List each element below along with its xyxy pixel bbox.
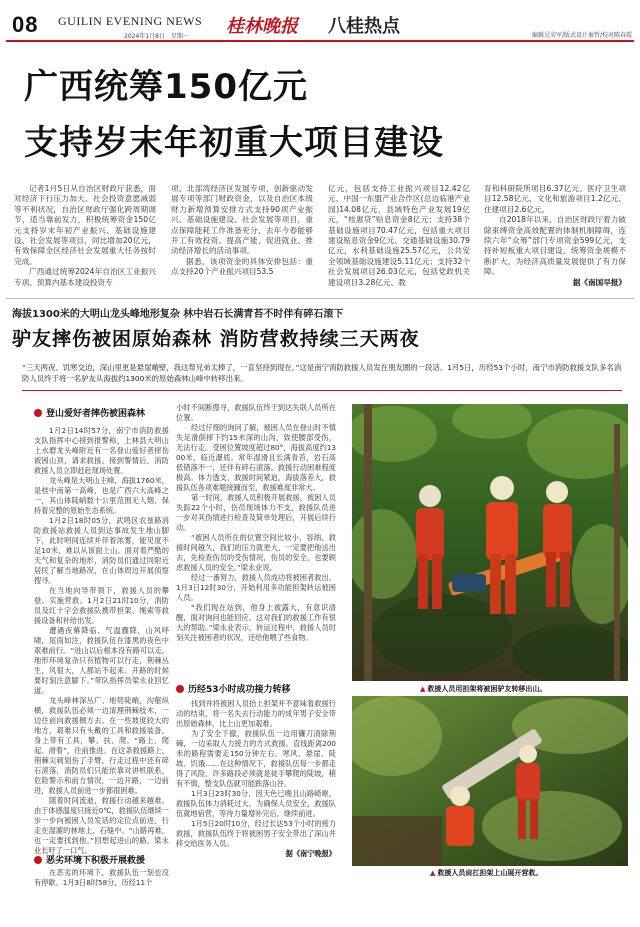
story2-subhead-3: [176, 682, 291, 695]
story2-subhead-2: [34, 853, 145, 866]
story1-headline-line1: 广西统筹150亿元: [24, 67, 308, 107]
story2-paragraph: 为了安全下撤，救援队伍一边用镰刀清除荆棘，一边采取人力接力的方式救援。直线距离200米的路程需要走150分钟左右。寒风、悬崖、陡坡、饥饿……在这种情况下，救援队伍每一步都走得了风险，许多路段必须就是徒手攀爬的陡坡，稍有不慎，整支队伍就可能跌落山谷。: [176, 729, 336, 788]
story2-paragraph: 1月2日18时05分，武鸣区农垦路消防救援站救援人员到达事故发生地山脚下，此时明间连续并伴着浓雾，能见度不足10米，难以从该面上山。面对着严酷的天气和复杂的地形，消防员们通过同附近居民了解当地路况，在山体周边开展侦察搜寻。: [34, 516, 169, 585]
story2-paragraph: 经过仔细的询问了解，被困人员在登山时不慎失足滑倒摔下约15米深的山沟，致使腰部受伤，无法行走。受困位置坡度超过80°，海拔高度约1300米，临近瀑底。常年湿滑且长满青苔，岩石高低错落不一，还伴有碎石滚落。救援行动困难程度极高。体力透支、救援时间紧迫，海拔落差大，救援队伍各项难题接踵而至，救援难度非常大。: [176, 423, 336, 492]
story1-paragraph: 据悉，该项资金的具体安排包括：重点支持20个产业振兴项目53.5: [171, 256, 313, 277]
caption-text: 救援人员用担架将被困驴友转移出山。: [427, 685, 547, 693]
rescue-photo-carry: [352, 696, 628, 866]
story2-paragraph: 1月2日14时57分，南宁市消防救援支队指挥中心接到报警称，上林县大明山上水磨龙头峰附近有一名登山爱好者摔伤被困山顶，请求救援。接到警情后，消防救援人员立即赶赴现场处置。: [34, 426, 169, 475]
photo2-caption: [430, 868, 542, 878]
story1-source: 据《南国早报》: [572, 277, 626, 287]
story2-paragraph: 第一时间，救援人员积极开展救援，被困人员失踪22个小时，伤员现场体力不支，救援队员进一步对其伤情进行检查及简单处理后，开展后续行动。: [176, 493, 336, 532]
mountain-carry-illustration: [352, 696, 628, 866]
story2-paragraph: “我们现在站到，他身上被露大，有意识清醒，面对询问也能回应，这对我们的救援工作有很大的帮助。”梁永业表示，转运过程中，救援人员时刻关注被困者的状况，还给他喂了些食物。: [176, 603, 336, 642]
story2-paragraph: 找到并将被困人员抬上担架并不意味着救援行动的结束，将一名失去行动能力的成年男子安全带出原始森林，比上山更加艰难。: [176, 699, 336, 728]
story1-paragraph: 自2018年以来，自治区财政厅着力破除束缚资金高效配置的体制机制障碍，连续六年“众筹”部门专项资金599亿元，支持补短板重大项目建设，统筹资金规模不断扩大，为经济高质量发展提供了有力保障。: [484, 215, 626, 277]
lead-rule: [22, 390, 622, 391]
issue-date: 2024年1月8日 星期一: [124, 33, 189, 40]
subhead-text: 登山爱好者摔伤被困森林: [46, 409, 146, 419]
caption-arrow-icon: ▲: [430, 869, 436, 877]
paper-logo: 桂林晚报: [226, 16, 298, 37]
bullet-dot-icon: [34, 409, 42, 417]
story2-column-3: [176, 699, 336, 859]
caption-arrow-icon: ▲: [420, 685, 426, 693]
rescue-photo-stretcher: [352, 404, 628, 681]
story1-paragraph: 亿元，包括支持工业振兴项目12.42亿元、中国一东盟产业合作区(总边临港产业园)14.08亿元，县域特色产业发展19亿元，“桂惠贷”贴息资金8亿元；支持38个基础设施项目70.47亿元，包括重大项目建设贴息资金9亿元、交通基础设施30.79亿元，水利基础设施25.57亿元，公共安全领域基础设施建设5.11亿元；支持32个社会发展项目26.03亿元，包括党政机关建设项目3.28亿元、教: [328, 184, 470, 287]
subhead-text: 恶劣环境下积极开展救援: [46, 856, 146, 866]
section-title: 八桂热点: [328, 16, 400, 37]
story1-headline-line2: 支持岁末年初重大项目建设: [24, 123, 444, 163]
editor-credits: 编辑吴荣军/版式设计秦哲/校对陈春霞: [531, 32, 632, 39]
story1-column-2: [171, 184, 313, 278]
masthead: [0, 0, 640, 42]
story2-paragraph: 1月5日20时10分，经过长达53个小时的接力救援，救援队伍终于将被困男子安全带出了深山并移交给医务人员。: [176, 819, 336, 848]
masthead-rule: [6, 40, 634, 42]
story2-column-1b: [34, 868, 169, 888]
story2-paragraph: 小时不间断搜寻，救援队伍终于到达失联人员所在位置。: [176, 403, 336, 422]
story2-lead: “三天两夜、饥寒交迫，深山里更是悬崖峭壁，我这帮兄弟太棒了，一直坚持到现在。”这是南宁消防救援人员发在朋友圈的一段话。1月5日，历经53个小时，南宁市消防救援支队多名消防人员终于将一名驴友从海拔约1300米的原始森林山峰中转移出来。: [22, 363, 622, 383]
page-number: 08: [12, 12, 39, 37]
story1-column-4: [484, 184, 626, 288]
story2-paragraph: 遭遇夜幕降临、气温骤降，山风呼啸，尾雨如注，救援队伍在漆黑的夜色中艰难前行。“进山以后根本没有路可以走，地形环境复杂只有植物可以行走，荆棘丛生，风很大，人都站不起来。开路的时候要时刻注意脚下。”带队指挥员梁永业回忆道。: [34, 626, 169, 695]
story1-paragraph: 育和科研院所项目6.37亿元、医疗卫生项目12.58亿元、文化和旅游项目1.2亿元、住建项目2.6亿元。: [484, 184, 626, 214]
story2-paragraph: 在当地向导带领下，救援人员的攀登、实施营救。1月2日21时10分，消防员及红十字会救援队携带担架、绳索等救援设备和补给出发。: [34, 586, 169, 625]
story2-headline: 驴友摔伤被困原始森林 消防营救持续三天两夜: [12, 328, 420, 350]
story2-column-1: [34, 426, 169, 856]
story2-paragraph: 龙头峰林深丛广、地势陡峭，沟壑纵横，救援队伍必须一边清理荆棘枝木，一边往前向救援侧方去。在一些坡度较大的地方，艰难只有头戴的工具和救援装备，身上带有工具，攀、扶、爬。“路上、爬起、滑着”，往前推进。在这条救援路上，荆棘尖刺划伤了手臂，行走过程中还有碎石滚落，消防员们只能依靠对讲机联系，危险警示和前方情况，一边开路，一边前进，救援人员前进一步都很困难。: [34, 696, 169, 795]
caption-text: 救援人员肩扛担架上山展开营救。: [437, 869, 543, 877]
photo1-caption: [420, 684, 546, 694]
story1-column-3: [328, 184, 470, 288]
story2-column-2: [176, 403, 336, 643]
paper-name-english: GUILIN EVENING NEWS: [58, 14, 203, 28]
story1-paragraph: 记者1月5日从自治区财政厅获悉，面对经济下行压力加大、社会投资意愿减弱等不利状况，自治区财政厅强化跨周期调节，适当靠前发力，积极统筹资金150亿元支持岁末年初产业振兴、基础设施建设、社会发展等项目，同比增加20亿元，有效保障全区经济社会发展重大任务按时完成。: [14, 184, 156, 266]
story1-paragraph: 广西通过统筹2024年自治区工业振兴专项、预算内基本建设投资专: [14, 267, 156, 287]
story2-source: 据《南宁晚报》: [285, 849, 336, 858]
story2-paragraph: “被困人员所在的位置空间比较小，容纳、救援时间越久，我们的压力就更大，一定要把他送出去，先检查伤员的受伤情况，伤员的安全，也要顾虑救援人员的安全。”梁永业说。: [176, 533, 336, 572]
story2-paragraph: 随着时间流逝，救援行动越来越难。由于体感温度只接近0℃，救援队伍继续一步一步向被困人员发话的定位点前进，行走在湿漉的林地上、石缝中。“山路再难，也一定要找到他。”回想起进山的路，梁永业长吁了一口气。: [34, 796, 169, 855]
story-divider: [6, 298, 634, 299]
bullet-dot-icon: [176, 685, 184, 693]
story2-paragraph: 在恶劣的环境下，救援队伍一刻也没有停歇。1月3日8时58分，历经11个: [34, 868, 169, 887]
story2-subhead-1: [34, 406, 145, 419]
story2-kicker: 海拔1300米的大明山龙头峰地形复杂 林中岩石长满青苔不时伴有碎石滚下: [12, 309, 344, 320]
bullet-dot-icon: [34, 856, 42, 864]
subhead-text: 历经53小时成功接力转移: [188, 685, 291, 695]
story2-paragraph: 1月3日23时30分，因天色已晚且山路崎岖，救援队伍体力消耗过大，为确保人员安全，救援队伍就地宿营，等待力量增补完后，继续前进。: [176, 789, 336, 818]
story1-paragraph: 项、北部湾经济区发展专项、创新驱动发展专项等部门财政资金，以及自治区本级财力新增预算安排方式支持90项产业振兴、基础设施建设、社会发展等项目，重点保障能耗工作准备充分、去年今春能够开工有效投资、提高产能、促进就业、推动经济增长的活动事项。: [171, 184, 313, 256]
story2-paragraph: 经过一番努力，救援人员成功将被困者救出，1月3日12时30分，开始利用多功能担架转运被困人员。: [176, 573, 336, 602]
story2-paragraph: 龙头峰是大明山主峰，海拔1760米，是桂中南第一高峰，也是广西六大高峰之一，其山体陡峭数十公里范围无人烟，保持着完整的原始生态系统。: [34, 476, 169, 515]
forest-rescue-illustration: [352, 404, 628, 681]
story1-column-1: [14, 184, 156, 288]
story1-headline: [24, 64, 624, 166]
